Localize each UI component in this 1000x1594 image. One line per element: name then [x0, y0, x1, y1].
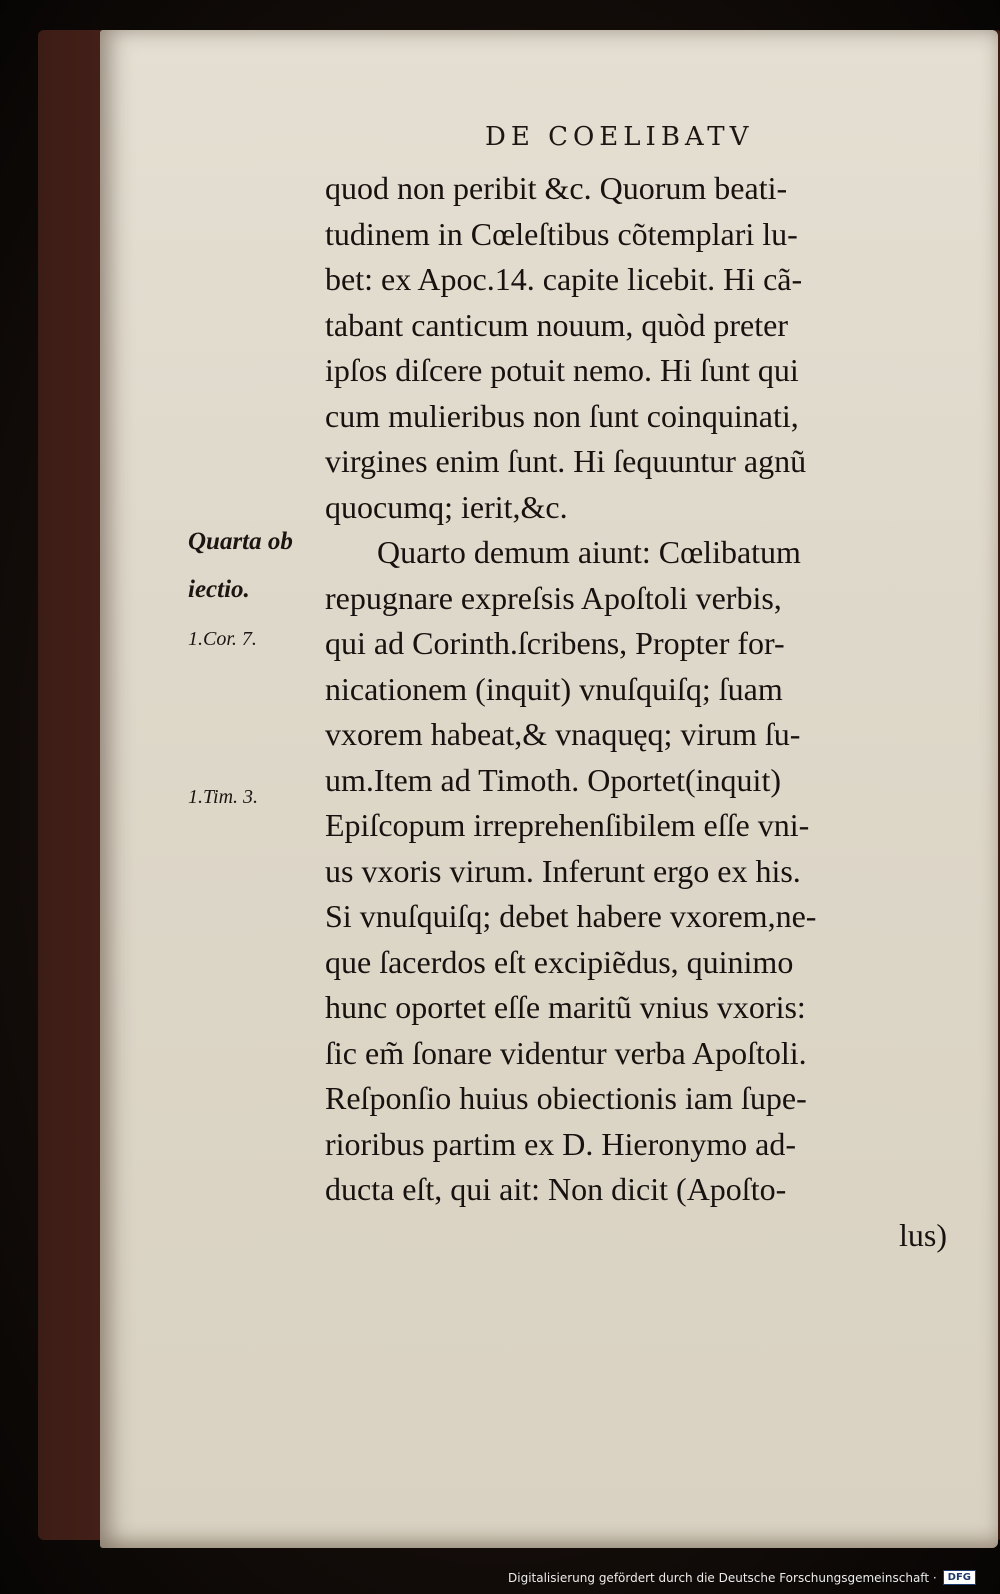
text-line: Si vnuſquiſq; debet habere vxorem,ne- — [325, 898, 817, 934]
text-line: rioribus partim ex D. Hieronymo ad- — [325, 1125, 796, 1162]
text-line: tabant canticum nouum, quòd preter — [325, 306, 788, 343]
text-line: nicationem (inquit) vnuſquiſq; ſuam — [325, 670, 783, 707]
text-line: virgines enim ſunt. Hi ſequuntur agnũ — [325, 443, 807, 479]
text-line: Quarto demum aiunt: Cœlibatum — [377, 534, 801, 570]
margin-note-quarta: Quarta ob — [188, 528, 293, 555]
text-line: que ſacerdos eſt excipiẽdus, quinimo — [325, 943, 794, 980]
text-line: ſic em̃ ſonare videntur verba Apoſtoli. — [325, 1034, 807, 1071]
margin-note-tim: 1.Tim. 3. — [188, 786, 259, 808]
text-line: um.Item ad Timoth. Oportet(inquit) — [325, 761, 781, 798]
text-line: tudinem in Cœleſtibus cõtemplari lu- — [325, 215, 798, 252]
text-line: us vxoris virum. Inferunt ergo ex his. — [325, 852, 801, 889]
body-text — [325, 166, 955, 1258]
text-line: quod non peribit &c. Quorum beati- — [325, 170, 788, 206]
text-line: ducta eſt, qui ait: Non dicit (Apoſto- — [325, 1171, 787, 1207]
margin-note-iectio: iectio. — [188, 576, 250, 603]
text-line: Reſponſio huius obiectionis iam ſupe- — [325, 1080, 807, 1116]
running-head: DE COELIBATV — [485, 122, 754, 152]
text-line: bet: ex Apoc.14. capite licebit. Hi cã- — [325, 261, 803, 297]
digitization-footer — [508, 1570, 976, 1585]
text-line: vxorem habeat,& vnaquęq; virum ſu- — [325, 716, 801, 752]
text-line: ipſos diſcere potuit nemo. Hi ſunt qui — [325, 352, 799, 388]
text-line: hunc oportet eſſe maritũ vnius vxoris: — [325, 989, 806, 1025]
footer-credit: Digitalisierung gefördert durch die Deutsche Forschungsgemeinschaft · — [508, 1570, 937, 1585]
text-line: Epiſcopum irreprehenſibilem eſſe vni- — [325, 807, 810, 843]
text-line: repugnare expreſsis Apoſtoli verbis, — [325, 579, 782, 616]
margin-note-cor: 1.Cor. 7. — [188, 628, 257, 650]
dfg-logo-icon: DFG — [943, 1570, 976, 1585]
text-line: quocumq; ierit,&c. — [325, 488, 568, 525]
text-line: cum mulieribus non ſunt coinquinati, — [325, 397, 799, 434]
catchword: lus) — [899, 1216, 947, 1253]
text-line: qui ad Corinth.ſcribens, Propter for- — [325, 625, 785, 661]
